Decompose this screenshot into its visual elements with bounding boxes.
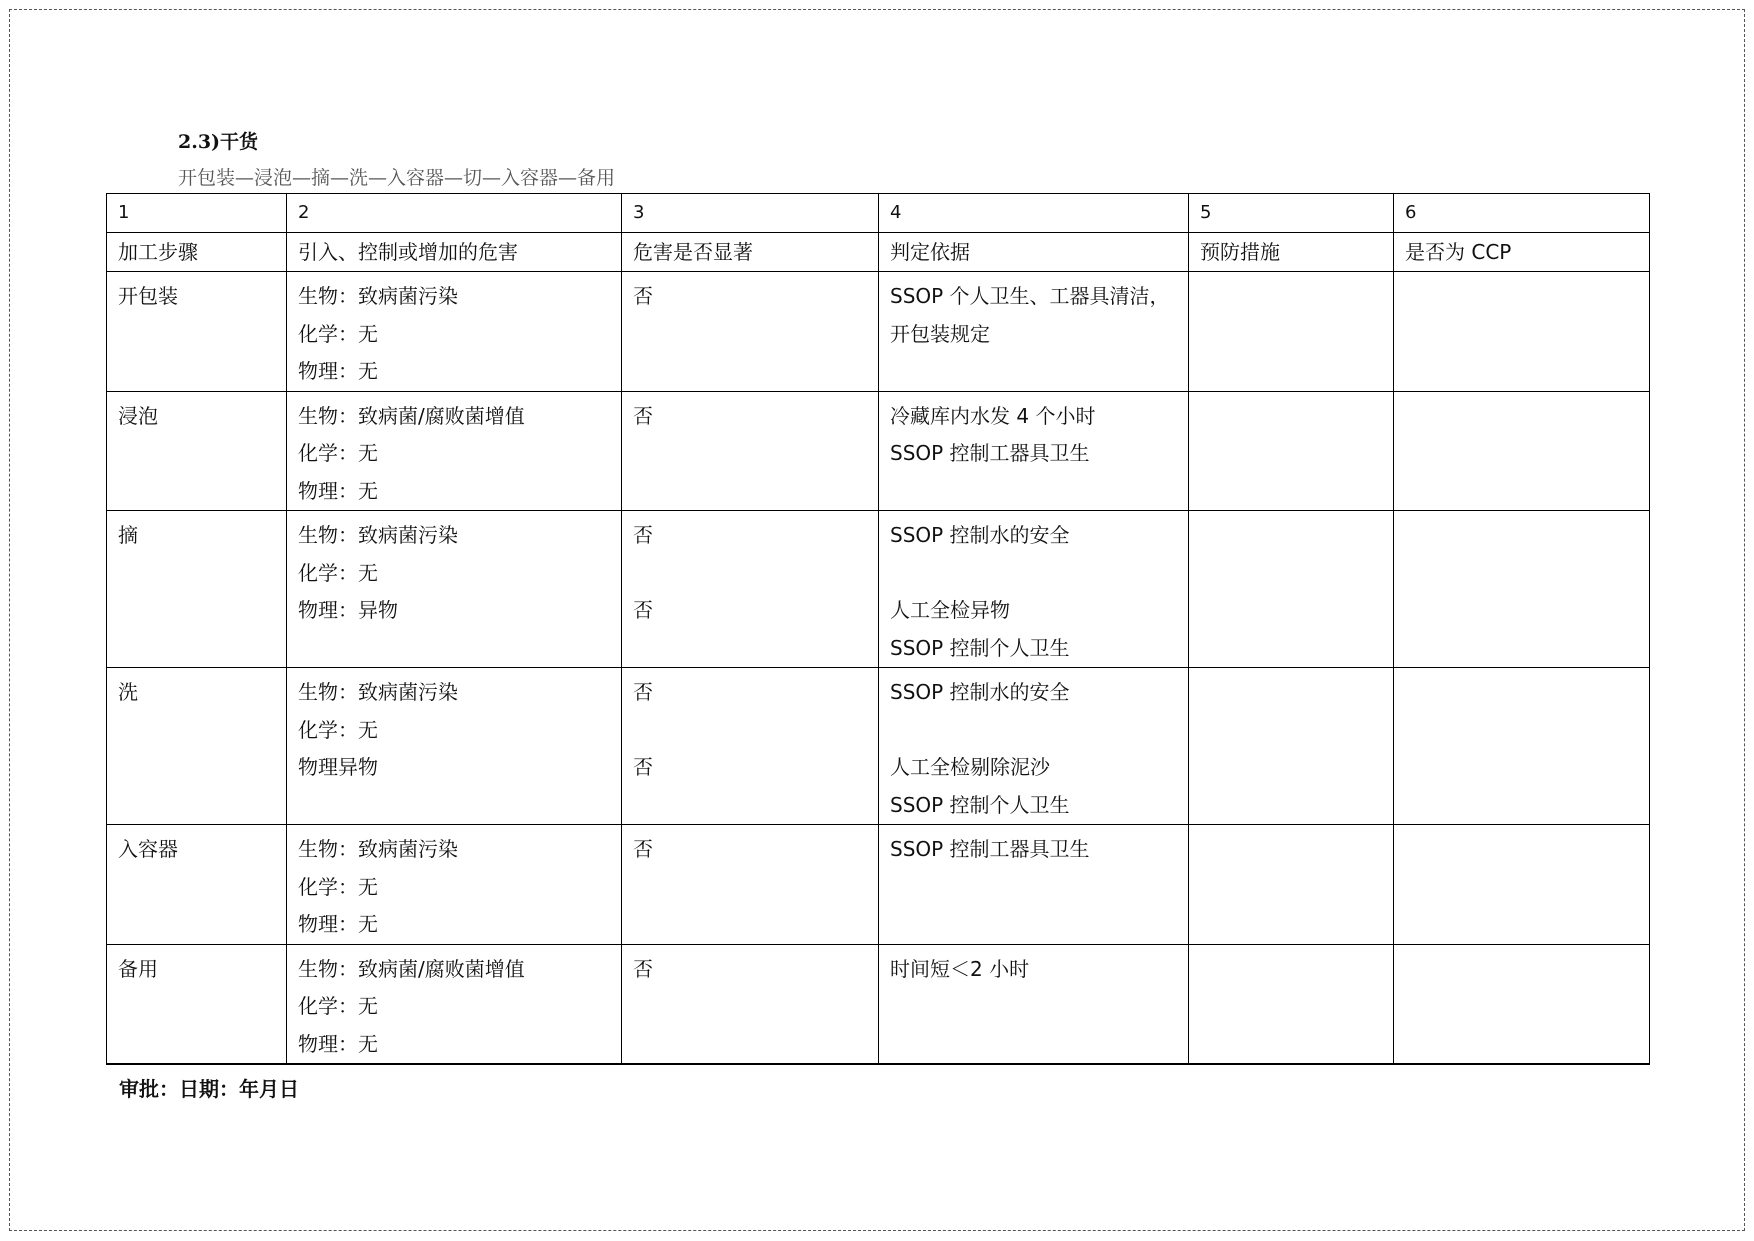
step-cell: 备用 bbox=[107, 944, 287, 1064]
ccp-cell bbox=[1394, 825, 1650, 945]
significance-line: 否 bbox=[633, 755, 653, 779]
step-cell: 开包装 bbox=[107, 272, 287, 392]
prevention-cell bbox=[1189, 511, 1394, 668]
column-number: 2 bbox=[287, 194, 622, 233]
hazard-line: 化学：无 bbox=[298, 560, 378, 585]
significance-line: 否 bbox=[633, 598, 653, 622]
significance-line: 否 bbox=[633, 680, 653, 704]
table-row bbox=[107, 668, 1650, 825]
step-cell: 摘 bbox=[107, 511, 287, 668]
column-header: 判定依据 bbox=[879, 233, 1189, 272]
prevention-cell bbox=[1189, 668, 1394, 825]
basis-line: 时间短＜2 小时 bbox=[890, 956, 1030, 981]
basis-line: SSOP 个人卫生、工器具清洁， bbox=[890, 284, 1170, 308]
hazard-line: 物理：无 bbox=[298, 1031, 378, 1056]
hazard-line: 生物：致病菌污染 bbox=[298, 680, 458, 704]
significance-line: 否 bbox=[633, 403, 653, 428]
basis-line: 开包装规定 bbox=[890, 321, 990, 346]
ccp-cell bbox=[1394, 272, 1650, 392]
hazard-line: 生物：致病菌/腐败菌增值 bbox=[298, 956, 525, 981]
table-row bbox=[107, 511, 1650, 668]
hazard-cell bbox=[287, 272, 622, 392]
significance-line bbox=[633, 869, 867, 907]
significance-line: 否 bbox=[633, 956, 653, 981]
basis-cell bbox=[879, 944, 1189, 1064]
basis-cell bbox=[879, 668, 1189, 825]
hazard-analysis-table bbox=[106, 193, 1650, 1065]
significance-line bbox=[633, 473, 867, 511]
hazard-line: 生物：致病菌污染 bbox=[298, 837, 458, 861]
hazard-line: 物理：异物 bbox=[298, 598, 398, 622]
hazard-line: 化学：无 bbox=[298, 994, 378, 1018]
significance-line bbox=[633, 316, 867, 354]
column-header: 加工步骤 bbox=[107, 233, 287, 272]
significance-line bbox=[633, 1026, 867, 1064]
significance-cell bbox=[622, 272, 879, 392]
column-header: 是否为 CCP bbox=[1394, 233, 1650, 272]
step-cell: 入容器 bbox=[107, 825, 287, 945]
ccp-cell bbox=[1394, 391, 1650, 511]
basis-line: 人工全检剔除泥沙 bbox=[890, 755, 1050, 779]
hazard-line: 生物：致病菌污染 bbox=[298, 284, 458, 308]
column-header-row bbox=[107, 233, 1650, 272]
basis-line: 人工全检异物 bbox=[890, 598, 1010, 622]
step-cell: 浸泡 bbox=[107, 391, 287, 511]
hazard-line: 生物：致病菌污染 bbox=[298, 523, 458, 547]
hazard-line: 物理：无 bbox=[298, 359, 378, 383]
column-number: 4 bbox=[879, 194, 1189, 233]
hazard-cell bbox=[287, 944, 622, 1064]
significance-cell bbox=[622, 391, 879, 511]
column-number: 5 bbox=[1189, 194, 1394, 233]
table-row bbox=[107, 825, 1650, 945]
basis-cell bbox=[879, 272, 1189, 392]
basis-cell bbox=[879, 391, 1189, 511]
hazard-cell bbox=[287, 391, 622, 511]
basis-line: SSOP 控制水的安全 bbox=[890, 523, 1070, 547]
basis-line: SSOP 控制工器具卫生 bbox=[890, 837, 1090, 861]
hazard-cell bbox=[287, 825, 622, 945]
prevention-cell bbox=[1189, 272, 1394, 392]
ccp-cell bbox=[1394, 944, 1650, 1064]
hazard-line: 生物：致病菌/腐败菌增值 bbox=[298, 403, 525, 428]
basis-line: 冷藏库内水发 4 个小时 bbox=[890, 403, 1096, 428]
column-header: 危害是否显著 bbox=[622, 233, 879, 272]
hazard-line: 化学：无 bbox=[298, 441, 378, 465]
hazard-line: 化学：无 bbox=[298, 321, 378, 346]
significance-cell bbox=[622, 944, 879, 1064]
significance-cell bbox=[622, 825, 879, 945]
significance-line: 否 bbox=[633, 523, 653, 547]
basis-line: SSOP 控制个人卫生 bbox=[890, 792, 1070, 817]
significance-line bbox=[633, 435, 867, 473]
hazard-cell bbox=[287, 511, 622, 668]
hazard-line: 化学：无 bbox=[298, 717, 378, 742]
significance-line bbox=[633, 555, 867, 593]
hazard-line: 物理：无 bbox=[298, 912, 378, 936]
significance-cell bbox=[622, 511, 879, 668]
basis-line bbox=[890, 712, 1177, 750]
prevention-cell bbox=[1189, 825, 1394, 945]
column-number: 3 bbox=[622, 194, 879, 233]
section-heading: 2.3)干货 bbox=[178, 131, 259, 153]
basis-line: SSOP 控制工器具卫生 bbox=[890, 441, 1090, 465]
column-number: 1 bbox=[107, 194, 287, 233]
significance-cell bbox=[622, 668, 879, 825]
table-row bbox=[107, 944, 1650, 1064]
significance-line: 否 bbox=[633, 837, 653, 861]
table-row bbox=[107, 272, 1650, 392]
process-flow: 开包装—浸泡—摘—洗—入容器—切—入容器—备用 bbox=[178, 167, 616, 189]
significance-line: 否 bbox=[633, 284, 653, 308]
column-header: 预防措施 bbox=[1189, 233, 1394, 272]
basis-line: SSOP 控制个人卫生 bbox=[890, 635, 1070, 660]
basis-cell bbox=[879, 511, 1189, 668]
prevention-cell bbox=[1189, 944, 1394, 1064]
hazard-line: 化学：无 bbox=[298, 874, 378, 899]
hazard-cell bbox=[287, 668, 622, 825]
column-number-row bbox=[107, 194, 1650, 233]
approval-line: 审批：日期：年月日 bbox=[119, 1077, 299, 1101]
step-cell: 洗 bbox=[107, 668, 287, 825]
significance-line bbox=[633, 353, 867, 391]
column-number: 6 bbox=[1394, 194, 1650, 233]
significance-line bbox=[633, 712, 867, 750]
basis-cell bbox=[879, 825, 1189, 945]
ccp-cell bbox=[1394, 668, 1650, 825]
basis-line bbox=[890, 555, 1177, 593]
prevention-cell bbox=[1189, 391, 1394, 511]
basis-line: SSOP 控制水的安全 bbox=[890, 680, 1070, 704]
significance-line bbox=[633, 988, 867, 1026]
significance-line bbox=[633, 906, 867, 944]
column-header: 引入、控制或增加的危害 bbox=[287, 233, 622, 272]
hazard-line: 物理异物 bbox=[298, 755, 378, 779]
ccp-cell bbox=[1394, 511, 1650, 668]
hazard-line: 物理：无 bbox=[298, 478, 378, 503]
table-row bbox=[107, 391, 1650, 511]
